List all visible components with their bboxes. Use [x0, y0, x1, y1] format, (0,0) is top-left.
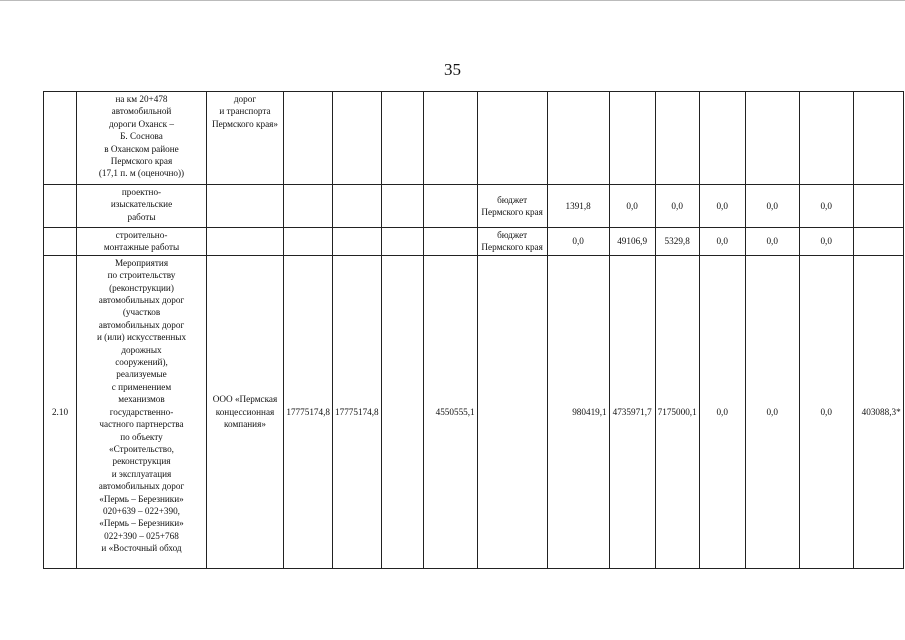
funding-source-cell: бюджет Пермского края [477, 228, 547, 256]
cost-cell [284, 228, 333, 256]
cost-cell [423, 185, 477, 228]
cost-cell [284, 185, 333, 228]
funding-source-cell [477, 255, 547, 568]
cost-cell [381, 228, 423, 256]
cost-cell [284, 92, 333, 185]
row-number-cell [44, 185, 77, 228]
object-name-cell: на км 20+478 автомобильной дороги Оханск – Б. Соснова в Оханском районе Пермского края (17,1 п. м (оценочно)) [77, 92, 207, 185]
cost-cell: 17775174,8 [284, 255, 333, 568]
cost-cell [381, 185, 423, 228]
value-cell: 5329,8 [655, 228, 699, 256]
table-row [44, 255, 904, 568]
value-cell: 403088,3* [853, 255, 903, 568]
value-cell [655, 92, 699, 185]
page-number: 35 [444, 60, 461, 79]
value-cell: 0,0 [699, 228, 745, 256]
value-cell [699, 92, 745, 185]
cost-cell [381, 92, 423, 185]
value-cell: 0,0 [799, 255, 853, 568]
value-cell [853, 92, 903, 185]
cost-cell [333, 228, 382, 256]
value-cell: 0,0 [609, 185, 655, 228]
value-cell: 0,0 [745, 255, 799, 568]
value-cell: 0,0 [699, 255, 745, 568]
value-cell: 49106,9 [609, 228, 655, 256]
value-cell: 0,0 [699, 185, 745, 228]
object-name-cell: проектно- изыскательские работы [77, 185, 207, 228]
value-cell [609, 92, 655, 185]
executor-cell: ООО «Пермская концессионная компания» [207, 255, 284, 568]
value-cell: 4735971,7 [609, 255, 655, 568]
executor-cell [207, 185, 284, 228]
value-cell: 0,0 [655, 185, 699, 228]
cost-cell: 17775174,8 [333, 255, 382, 568]
program-table [43, 91, 904, 569]
executor-cell [207, 228, 284, 256]
value-cell [799, 92, 853, 185]
cost-cell [423, 228, 477, 256]
value-cell: 0,0 [547, 228, 609, 256]
value-cell [853, 228, 903, 256]
cost-cell [333, 185, 382, 228]
value-cell [547, 92, 609, 185]
value-cell [745, 92, 799, 185]
table-row [44, 228, 904, 256]
row-number-cell [44, 92, 77, 185]
row-number-cell: 2.10 [44, 255, 77, 568]
funding-source-cell: бюджет Пермского края [477, 185, 547, 228]
value-cell: 7175000,1 [655, 255, 699, 568]
table-row [44, 92, 904, 185]
value-cell: 1391,8 [547, 185, 609, 228]
row-number-cell [44, 228, 77, 256]
value-cell: 0,0 [799, 185, 853, 228]
cost-cell [381, 255, 423, 568]
executor-cell: дорог и транспорта Пермского края» [207, 92, 284, 185]
cost-cell: 4550555,1 [423, 255, 477, 568]
value-cell [853, 185, 903, 228]
object-name-cell: строительно- монтажные работы [77, 228, 207, 256]
value-cell: 980419,1 [547, 255, 609, 568]
value-cell: 0,0 [745, 228, 799, 256]
value-cell: 0,0 [745, 185, 799, 228]
table-row [44, 185, 904, 228]
cost-cell [423, 92, 477, 185]
value-cell: 0,0 [799, 228, 853, 256]
object-name-cell: Мероприятия по строительству (реконструкции) автомобильных дорог (участков автомобильных дорог и (или) искусственных дорожных сооружений), реализуемые с применением механизмов государственно- частного партнерства по объекту «Строительство, реконструкция и эксплуатация автомобильных дорог «Пермь – Березники» 020+639 – 022+390, «Пермь – Березники» 022+390 – 025+768 и «Восточный обход [77, 255, 207, 568]
scan-top-edge [0, 0, 905, 4]
funding-source-cell [477, 92, 547, 185]
cost-cell [333, 92, 382, 185]
